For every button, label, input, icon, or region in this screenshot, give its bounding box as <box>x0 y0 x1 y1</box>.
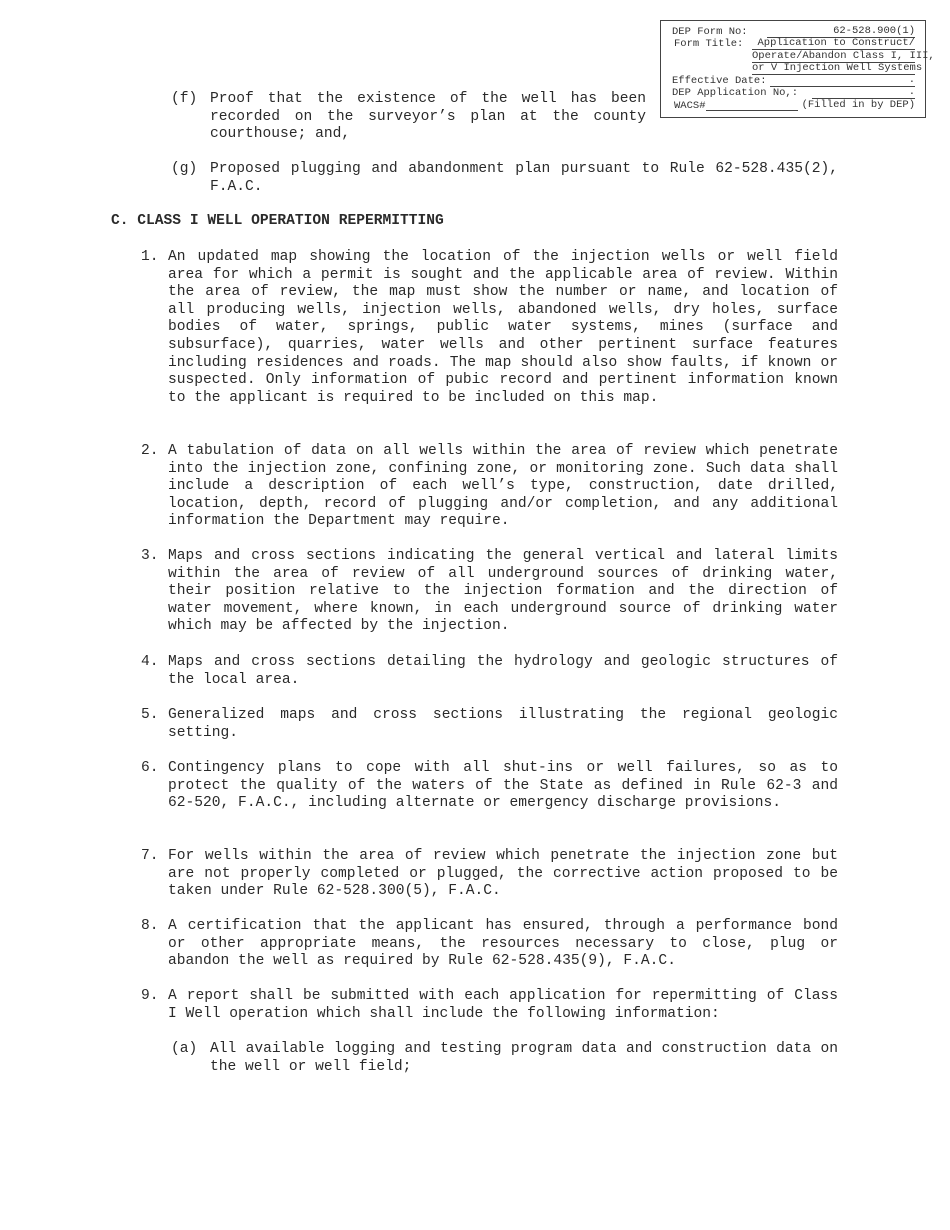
item-4-text: Maps and cross sections detailing the hydrology and geologic structures of the local area. <box>168 654 838 688</box>
form-title-line-2: Operate/Abandon Class I, III, <box>752 49 935 62</box>
form-number-label: DEP Form No: <box>672 26 748 38</box>
application-number-value: . <box>812 87 915 99</box>
item-6-text: Contingency plans to cope with all shut-ins or well failures, so as to protect the quality of the waters of the State as defined in Rule 62-3 and 62-520, F.A.C., including alternate or emergency discharge provisions. <box>168 760 838 812</box>
item-f-marker: (f) <box>171 91 198 107</box>
item-9-text: A report shall be submitted with each application for repermitting of Class I Well operation which shall include the following information: <box>168 988 838 1022</box>
effective-date-value: . <box>770 75 915 87</box>
item-5-marker: 5. <box>141 707 159 723</box>
item-9-marker: 9. <box>141 988 159 1004</box>
item-8-marker: 8. <box>141 918 159 934</box>
item-7-text: For wells within the area of review which penetrate the injection zone but are not properly completed or plugged, the corrective action proposed to be taken under Rule 62-528.300(5), F.A.C. <box>168 848 838 900</box>
form-title-row-3 <box>672 61 923 75</box>
effective-date-row <box>672 75 915 87</box>
item-6-marker: 6. <box>141 760 159 776</box>
sub-item-a-text: All available logging and testing program data and construction data on the well or well field; <box>210 1041 838 1075</box>
application-number-row <box>672 87 915 99</box>
item-5-text: Generalized maps and cross sections illustrating the regional geologic setting. <box>168 707 838 741</box>
application-number-label: DEP Application No,: <box>672 87 799 100</box>
item-g-marker: (g) <box>171 161 198 177</box>
effective-date-label: Effective Date: <box>672 75 767 88</box>
item-7-marker: 7. <box>141 848 159 864</box>
form-info-box <box>660 20 935 118</box>
item-8-text: A certification that the applicant has ensured, through a performance bond or other appropriate means, the resources necessary to close, plug or abandon the well as required by Rule 62-528.435(9), F.A.C. <box>168 918 838 970</box>
wacs-value: (Filled in by DEP) <box>801 98 915 111</box>
item-1-marker: 1. <box>141 249 159 265</box>
wacs-blank-line <box>706 100 798 111</box>
item-4-marker: 4. <box>141 654 159 670</box>
item-1-text: An updated map showing the location of the injection wells or well field area for which a permit is sought and the applicable area of review. Within the area of review, the map must show the number or name, and location of all producing wells, injection wells, abandoned wells, dry holes, surface bodies of water, springs, public water systems, mines (surface and subsurface), quarries, water wells and other pertinent surface features including residences and roads. The map should also show faults, if known or suspected. Only information of pubic record and pertinent information known to the applicant is required to be included on this map. <box>168 249 838 406</box>
form-number-value: 62-528.900(1) <box>767 26 915 38</box>
section-heading: C. CLASS I WELL OPERATION REPERMITTING <box>111 213 444 229</box>
item-2-marker: 2. <box>141 443 159 459</box>
item-3-marker: 3. <box>141 548 159 564</box>
item-f-text: Proof that the existence of the well has been recorded on the surveyor’s plan at the county courthouse; and, <box>210 91 646 143</box>
form-title-line-3: or V Injection Well Systems <box>752 61 923 74</box>
sub-item-a-marker: (a) <box>171 1041 198 1057</box>
form-title-label: Form Title: <box>674 38 744 51</box>
item-g-text: Proposed plugging and abandonment plan pursuant to Rule 62-528.435(2), F.A.C. <box>210 161 838 195</box>
wacs-label: WACS# <box>674 99 706 112</box>
form-title-row <box>672 38 915 50</box>
wacs-row <box>672 100 915 112</box>
form-title-line-1: Application to Construct/ <box>752 38 915 50</box>
item-2-text: A tabulation of data on all wells within the area of review which penetrate into the injection zone, confining zone, or monitoring zone. Such data shall include a description of each well’s type, construction, date drilled, location, depth, record of plugging and/or completion, and any additional information the Department may require. <box>168 443 838 530</box>
item-3-text: Maps and cross sections indicating the general vertical and lateral limits within the area of review of all underground sources of drinking water, their position relative to the injection formation and the direction of water movement, where known, in each underground source of drinking water which may be affected by the injection. <box>168 548 838 635</box>
